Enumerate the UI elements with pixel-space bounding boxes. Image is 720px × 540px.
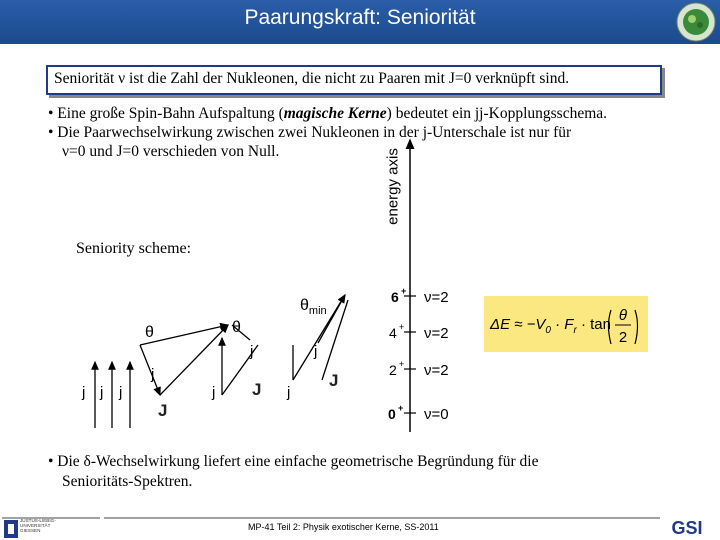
svg-text:ν=2: ν=2 (424, 325, 449, 342)
label-j-f: j (212, 384, 216, 401)
label-j-a: j (82, 384, 86, 401)
bullet3-line2: Senioritäts-Spektren. (62, 473, 193, 490)
svg-text:ν=2: ν=2 (424, 289, 449, 306)
bullet3-line1: • Die δ-Wechselwirkung liefert eine einfache geometrische Begründung für die (48, 453, 539, 470)
label-j-e: j (250, 343, 254, 360)
bullet-pairing-line2: ν=0 und J=0 verschieden von Null. (62, 143, 280, 160)
uni-line-1: JUSTUS-LIEBIG- (20, 518, 56, 523)
svg-text:ν=2: ν=2 (424, 362, 449, 379)
bullet1-emphasis: magische Kerne (283, 105, 387, 122)
definition-text: Seniorität ν ist die Zahl der Nukleonen, die nicht zu Paaren mit J=0 verknüpft sind. (54, 70, 570, 87)
label-theta-1: θ (145, 324, 154, 341)
bullet-pairing-line1: • Die Paarwechselwirkung zwischen zwei Nukleonen in der j-Unterschale ist nur für (48, 124, 572, 141)
energy-axis-text: energy axis (384, 148, 402, 225)
svg-text:+: + (399, 359, 405, 369)
svg-text:ν=0: ν=0 (424, 406, 449, 423)
label-theta-2: θ (232, 319, 241, 336)
formula-lhs: ΔE ≈ −V (490, 316, 546, 333)
svg-text:4: 4 (389, 325, 397, 341)
vector-j-coupled (140, 345, 160, 395)
formula-tan: · tan (576, 316, 611, 333)
label-J-2: J (252, 380, 262, 399)
svg-text:+: + (399, 322, 405, 332)
label-j-c: j (119, 384, 123, 401)
bullet1-before: • Eine große Spin-Bahn Aufspaltung ( (48, 105, 284, 122)
university-logo-text (20, 518, 56, 533)
slide-title: Paarungskraft: Seniorität (244, 6, 476, 29)
gsi-logo-text: GSI (671, 518, 703, 538)
formula-middle: · F (550, 316, 574, 333)
label-j-h: j (287, 384, 291, 401)
footer-text: MP-41 Teil 2: Physik exotischer Kerne, SS-2011 (248, 522, 439, 532)
vector-j-7 (318, 295, 345, 343)
level-2-plus (389, 359, 449, 379)
svg-text:6: 6 (391, 289, 399, 305)
label-J-3: J (329, 371, 339, 390)
level-4-plus (389, 322, 449, 342)
svg-text:+: + (401, 286, 407, 296)
level-0-plus (388, 403, 449, 423)
label-j-b: j (100, 384, 104, 401)
formula-denominator: 2 (618, 329, 628, 346)
formula-f-sub: r (573, 325, 577, 336)
formula-numerator: θ (618, 307, 628, 324)
label-J-1: J (158, 401, 168, 420)
seniority-scheme-label: Seniority scheme: (76, 240, 192, 257)
bullet1-after: ) bedeutet ein jj-Kopplungsschema. (386, 105, 608, 122)
uni-line-3: GIESSEN (20, 528, 41, 533)
label-j-d: j (151, 366, 155, 383)
svg-text:0: 0 (388, 406, 396, 422)
gsi-logo (656, 516, 718, 538)
level-6-plus (391, 286, 449, 306)
uni-line-2: UNIVERSITÄT (20, 523, 51, 528)
label-j-g: j (314, 343, 318, 360)
formula-v-sub: 0 (545, 325, 551, 336)
svg-text:+: + (398, 403, 404, 413)
label-theta-min: $\theta_{min}$ (300, 297, 327, 317)
vector-J-resultant (160, 325, 228, 395)
bullet-delta-interaction (48, 452, 698, 492)
svg-text:2: 2 (389, 362, 397, 378)
